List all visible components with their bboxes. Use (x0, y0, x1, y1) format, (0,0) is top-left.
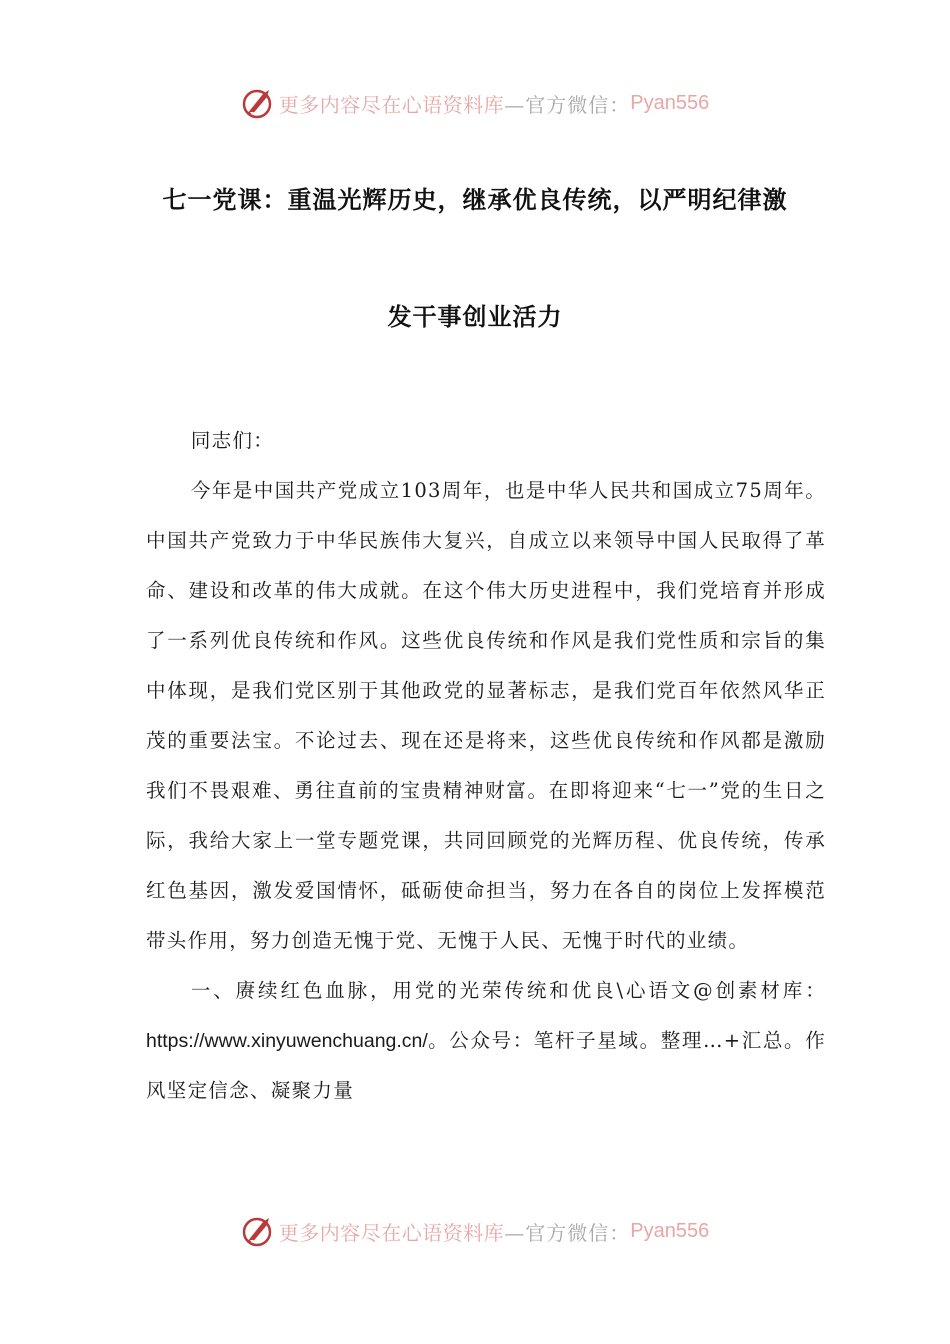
watermark-contact-label: —官方微信： (504, 92, 631, 117)
greeting: 同志们： (190, 429, 275, 452)
watermark-banner-bottom (0, 1211, 950, 1251)
document-body (146, 416, 826, 1116)
document-title-line-1: 七一党课：重温光辉历史，继承优良传统，以严明纪律激 (162, 186, 788, 214)
pen-nib-logo-icon (241, 86, 275, 120)
section-one-heading-end: 。公众号：笔杆子星域。整理…+汇总。作风坚定信念、凝聚力量 (146, 1029, 826, 1102)
paragraph-section-one (146, 966, 826, 1116)
watermark-contact-label: —官方微信： (504, 1220, 631, 1245)
document-title-line-2: 发干事创业活力 (387, 303, 563, 331)
pen-nib-logo-icon (241, 1214, 275, 1248)
watermark-banner-top (0, 83, 950, 123)
watermark-wechat-id: Pyan556 (630, 1219, 710, 1242)
watermark-wechat-id: Pyan556 (630, 91, 710, 114)
source-url: https://www.xinyuwenchuang.cn/ (146, 1030, 428, 1052)
watermark-brand-text: 更多内容尽在心语资料库 (278, 1220, 505, 1245)
paragraph-intro: 今年是中国共产党成立103周年，也是中华人民共和国成立75周年。中国共产党致力于中华民族伟大复兴，自成立以来领导中国人民取得了革命、建设和改革的伟大成就。在这个伟大历史进程中，我们党培育并形成了一系列优良传统和作风。这些优良传统和作风是我们党性质和宗旨的集中体现，是我们党区别于其他政党的显著标志，是我们党百年依然风华正茂的重要法宝。不论过去、现在还是将来，这些优良传统和作风都是激励我们不畏艰难、勇往直前的宝贵精神财富。在即将迎来“七一”党的生日之际，我给大家上一堂专题党课，共同回顾党的光辉历程、优良传统，传承红色基因，激发爱国情怀，砥砺使命担当，努力在各自的岗位上发挥模范带头作用，努力创造无愧于党、无愧于人民、无愧于时代的业绩。 (146, 479, 826, 952)
watermark-brand-text: 更多内容尽在心语资料库 (278, 92, 505, 117)
section-one-heading-start: 一、赓续红色血脉，用党的光荣传统和优良\心语文@创素材库： (190, 979, 826, 1002)
